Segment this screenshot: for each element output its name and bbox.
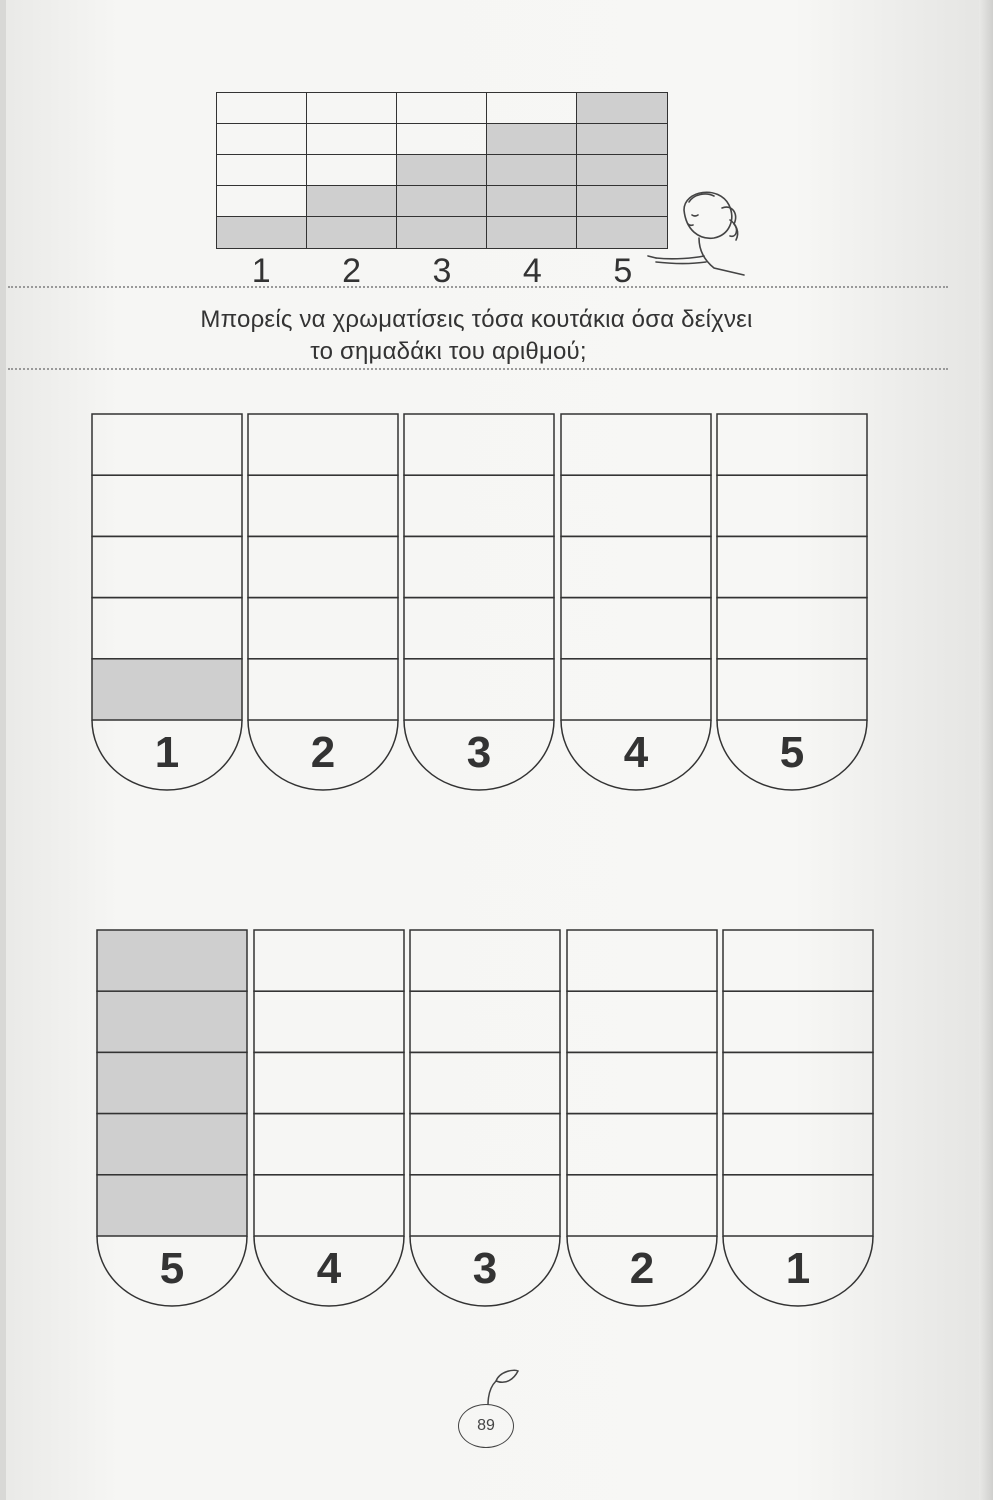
color-box[interactable] — [248, 598, 398, 659]
example-cell — [397, 124, 487, 155]
number-column — [716, 414, 868, 790]
example-cell — [307, 124, 397, 155]
column-number: 5 — [779, 728, 805, 777]
color-box[interactable] — [717, 414, 867, 475]
column-number: 4 — [623, 728, 649, 777]
color-box[interactable] — [723, 991, 873, 1052]
color-box[interactable] — [92, 414, 242, 475]
example-cell — [397, 217, 487, 248]
color-box[interactable] — [97, 1175, 247, 1236]
number-column — [253, 930, 405, 1306]
color-box[interactable] — [410, 930, 560, 991]
example-cell — [217, 124, 307, 155]
color-box[interactable] — [567, 991, 717, 1052]
column-number: 4 — [316, 1244, 342, 1293]
color-box[interactable] — [717, 598, 867, 659]
example-number: 5 — [613, 252, 633, 290]
example-cell — [487, 186, 577, 217]
example-cell — [307, 155, 397, 186]
column-number: 2 — [629, 1244, 655, 1293]
color-box[interactable] — [410, 1114, 560, 1175]
color-box[interactable] — [254, 1175, 404, 1236]
example-cell — [307, 93, 397, 124]
color-box[interactable] — [717, 536, 867, 597]
color-box[interactable] — [404, 475, 554, 536]
column-number: 1 — [154, 728, 180, 777]
example-cell — [307, 217, 397, 248]
color-box[interactable] — [567, 1175, 717, 1236]
example-cell — [487, 217, 577, 248]
example-number: 3 — [432, 252, 452, 290]
divider-bottom — [8, 368, 948, 370]
color-box[interactable] — [717, 659, 867, 720]
color-box[interactable] — [723, 1175, 873, 1236]
color-box[interactable] — [248, 475, 398, 536]
number-column — [247, 414, 399, 790]
color-box[interactable] — [723, 1114, 873, 1175]
color-box[interactable] — [97, 930, 247, 991]
number-column — [566, 930, 718, 1306]
divider-top — [8, 286, 948, 288]
number-column — [722, 930, 874, 1306]
instruction-line-1: Μπορείς να χρωματίσεις τόσα κουτάκια όσα δείχνει — [200, 306, 753, 333]
instruction-line-2: το σημαδάκι του αριθμού; — [310, 338, 587, 365]
color-box[interactable] — [92, 659, 242, 720]
color-box[interactable] — [248, 659, 398, 720]
color-box[interactable] — [97, 991, 247, 1052]
example-cell — [577, 93, 667, 124]
example-cell — [217, 155, 307, 186]
color-box[interactable] — [561, 475, 711, 536]
example-cell — [217, 93, 307, 124]
color-box[interactable] — [723, 930, 873, 991]
example-cell — [487, 155, 577, 186]
color-box[interactable] — [561, 598, 711, 659]
color-box[interactable] — [97, 1052, 247, 1113]
example-cell — [307, 186, 397, 217]
column-number: 3 — [472, 1244, 498, 1293]
color-box[interactable] — [254, 991, 404, 1052]
column-number: 2 — [310, 728, 336, 777]
color-box[interactable] — [92, 475, 242, 536]
example-number: 2 — [342, 252, 362, 290]
number-column — [560, 414, 712, 790]
color-box[interactable] — [410, 991, 560, 1052]
example-cell — [487, 124, 577, 155]
number-column — [91, 414, 243, 790]
color-box[interactable] — [404, 659, 554, 720]
number-column — [403, 414, 555, 790]
page-edge-left — [0, 0, 6, 1500]
color-box[interactable] — [404, 414, 554, 475]
color-box[interactable] — [254, 1114, 404, 1175]
girl-illustration — [644, 180, 754, 280]
color-box[interactable] — [97, 1114, 247, 1175]
color-box[interactable] — [723, 1052, 873, 1113]
number-column — [96, 930, 248, 1306]
column-number: 1 — [785, 1244, 811, 1293]
color-box[interactable] — [561, 414, 711, 475]
leaf-icon — [478, 1365, 528, 1409]
example-number: 4 — [522, 252, 542, 290]
color-box[interactable] — [567, 1114, 717, 1175]
example-grid — [216, 92, 668, 249]
column-number: 3 — [466, 728, 492, 777]
color-box[interactable] — [92, 536, 242, 597]
color-box[interactable] — [561, 659, 711, 720]
example-cell — [217, 186, 307, 217]
page-edge-right — [979, 0, 993, 1500]
example-cell — [397, 186, 487, 217]
color-box[interactable] — [404, 598, 554, 659]
color-box[interactable] — [404, 536, 554, 597]
color-box[interactable] — [567, 930, 717, 991]
color-box[interactable] — [717, 475, 867, 536]
column-number: 5 — [159, 1244, 185, 1293]
example-cell — [577, 124, 667, 155]
color-box[interactable] — [248, 414, 398, 475]
example-cell — [487, 93, 577, 124]
color-box[interactable] — [410, 1052, 560, 1113]
color-box[interactable] — [248, 536, 398, 597]
color-box[interactable] — [567, 1052, 717, 1113]
page-number: 89 — [458, 1404, 514, 1448]
color-box[interactable] — [410, 1175, 560, 1236]
number-column — [409, 930, 561, 1306]
example-cell — [217, 217, 307, 248]
color-box[interactable] — [92, 598, 242, 659]
color-box[interactable] — [254, 930, 404, 991]
example-number: 1 — [251, 252, 271, 290]
example-cell — [397, 155, 487, 186]
example-cell — [397, 93, 487, 124]
color-box[interactable] — [254, 1052, 404, 1113]
color-box[interactable] — [561, 536, 711, 597]
